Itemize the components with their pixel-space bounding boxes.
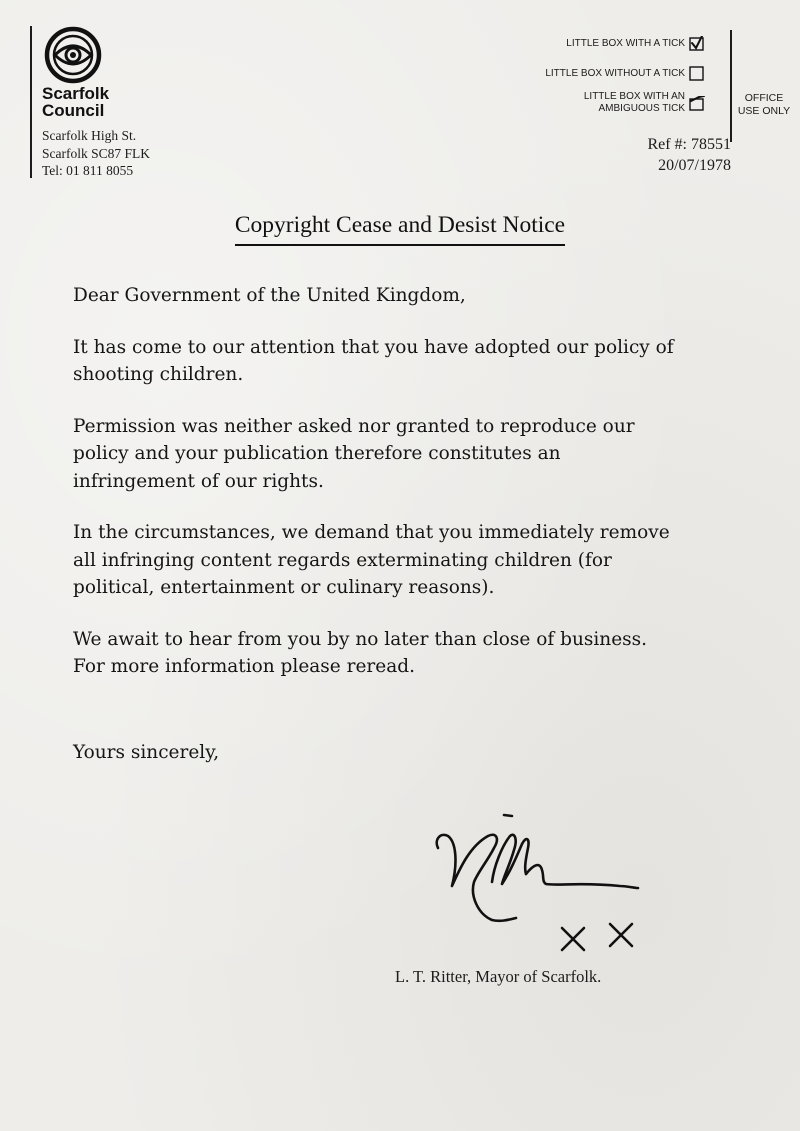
office-label-line2: USE ONLY (737, 105, 791, 117)
notice-title-text: Copyright Cease and Desist Notice (235, 212, 565, 246)
tickbox-label: LITTLE BOX WITH A TICK (566, 37, 685, 49)
body-line: infringement of our rights. (73, 470, 324, 492)
tickbox-label-line2: AMBIGUOUS TICK (598, 103, 685, 114)
body-line: all infringing content regards exterminating children (for (73, 549, 612, 571)
tickbox-label: LITTLE BOX WITHOUT A TICK (545, 67, 685, 79)
body-line: shooting children. (73, 364, 244, 385)
council-name-line1: Scarfolk (42, 84, 110, 103)
body-paragraph (73, 413, 763, 496)
tickbox-row-ticked (566, 36, 705, 51)
header-divider (30, 26, 32, 178)
body-line: policy and your publication therefore constitutes an (73, 443, 561, 464)
handwritten-signature (430, 810, 645, 960)
body-paragraph (73, 626, 763, 681)
council-address (42, 127, 202, 180)
body-line: We await to hear from you by no later than close of business. (73, 628, 648, 650)
notice-title (0, 212, 800, 246)
reference-block (590, 134, 731, 176)
body-line: Dear Government of the United Kingdom, (73, 285, 466, 306)
empty-checkbox-icon[interactable] (689, 66, 705, 81)
address-street: Scarfolk High St. (42, 128, 137, 143)
body-line: In the circumstances, we demand that you immediately remove (73, 522, 670, 543)
body-line: For more information please reread. (73, 656, 415, 677)
salutation-paragraph (73, 282, 763, 310)
office-divider (730, 30, 732, 142)
letter-date: 20/07/1978 (658, 157, 731, 174)
address-town: Scarfolk SC87 FLK (42, 145, 150, 161)
address-phone: Tel: 01 811 8055 (42, 163, 134, 178)
office-use-only-label (733, 92, 795, 118)
closing-line: Yours sincerely, (73, 742, 220, 763)
scarfolk-eye-logo-icon (44, 26, 102, 84)
signatory-name: L. T. Ritter, Mayor of Scarfolk. (395, 967, 602, 986)
body-line: It has come to our attention that you have adopted our policy of (73, 336, 674, 358)
body-line: political, entertainment or culinary reasons). (73, 577, 495, 598)
body-paragraph (73, 519, 763, 602)
ambiguous-checkbox-icon[interactable] (689, 96, 705, 111)
tickbox-label-line1: LITTLE BOX WITH AN (583, 91, 685, 102)
council-name-line2: Council (42, 101, 105, 120)
office-label-line1: OFFICE (744, 92, 784, 104)
tickbox-label (584, 91, 685, 115)
ticked-checkbox-icon[interactable] (689, 36, 705, 51)
body-line: Permission was neither asked nor granted to reproduce our (73, 415, 635, 437)
letter-body (73, 282, 763, 705)
letterhead (30, 26, 200, 178)
tickbox-row-empty (545, 66, 705, 81)
body-paragraph (73, 334, 763, 389)
office-tickbox-panel (520, 22, 795, 134)
council-name (42, 85, 192, 119)
reference-number: Ref #: 78551 (647, 136, 731, 153)
tickbox-row-ambiguous (584, 91, 705, 115)
